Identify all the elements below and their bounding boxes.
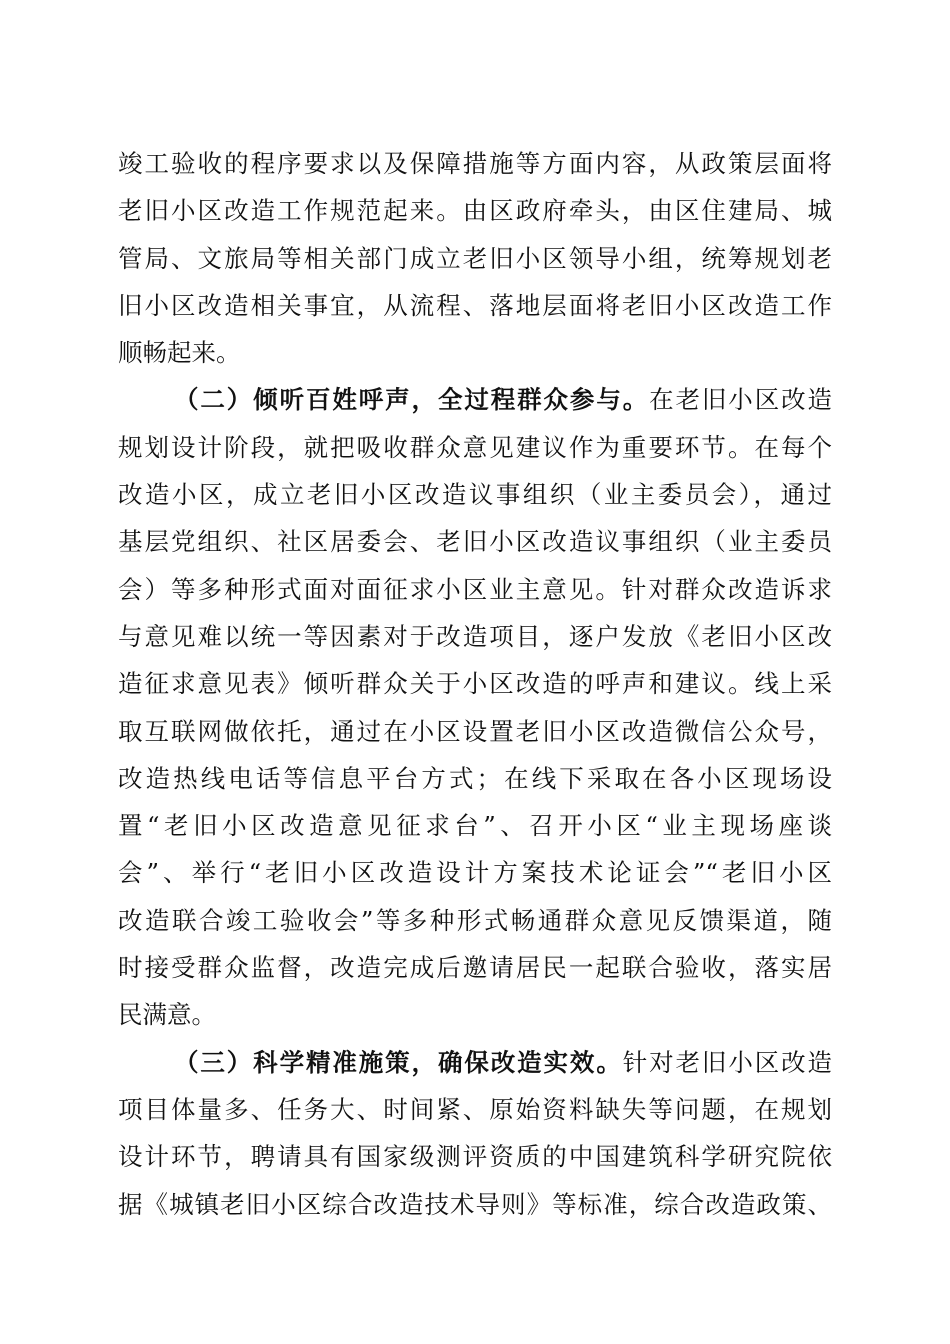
text-line: 基层党组织、社区居委会、老旧小区改造议事组织（业主委员 [118,527,832,557]
text-line: 老旧小区改造工作规范起来。由区政府牵头，由区住建局、城 [118,196,832,226]
paragraph-3 [118,1039,832,1228]
text-line: 置“老旧小区改造意见征求台”、召开小区“业主现场座谈 [118,811,832,841]
text-line: 会”、举行“老旧小区改造设计方案技术论证会”“老旧小区 [118,858,832,888]
text-line: 旧小区改造相关事宜，从流程、落地层面将老旧小区改造工作 [118,290,832,320]
text-line [118,376,832,423]
text-line: 改造热线电话等信息平台方式；在线下采取在各小区现场设 [118,763,832,793]
text-line: 民满意。 [118,1000,216,1030]
text-line: 改造联合竣工验收会”等多种形式畅通群众意见反馈渠道，随 [118,905,832,935]
section-heading: （三）科学精准施策，确保改造实效。 [174,1047,623,1077]
text-line [118,1039,832,1086]
text-line: 项目体量多、任务大、时间紧、原始资料缺失等问题，在规划 [118,1094,832,1124]
text-line: 顺畅起来。 [118,338,241,368]
paragraph-2 [118,376,832,1038]
text-line: 设计环节，聘请具有国家级测评资质的中国建筑科学研究院依 [118,1142,832,1172]
text-line: 造征求意见表》倾听群众关于小区改造的呼声和建议。线上采 [118,669,832,699]
text-line: 改造小区，成立老旧小区改造议事组织（业主委员会），通过 [118,480,832,510]
text-line: 竣工验收的程序要求以及保障措施等方面内容，从政策层面将 [118,149,832,178]
text-run: 在老旧小区改造 [649,385,832,415]
paragraph-1 [118,140,832,376]
section-heading: （二）倾听百姓呼声，全过程群众参与。 [174,385,650,415]
text-line: 与意见难以统一等因素对于改造项目，逐户发放《老旧小区改 [118,621,832,651]
text-line: 据《城镇老旧小区综合改造技术导则》等标准，综合改造政策、 [118,1189,832,1219]
text-line: 规划设计阶段，就把吸收群众意见建议作为重要环节。在每个 [118,432,832,462]
text-line: 会）等多种形式面对面征求小区业主意见。针对群众改造诉求 [118,574,832,604]
document-body [118,140,832,1228]
text-line: 时接受群众监督，改造完成后邀请居民一起联合验收，落实居 [118,953,832,983]
text-run: 针对老旧小区改造 [622,1047,833,1077]
text-line: 取互联网做依托，通过在小区设置老旧小区改造微信公众号， [118,716,832,746]
text-line: 管局、文旅局等相关部门成立老旧小区领导小组，统筹规划老 [118,243,832,273]
